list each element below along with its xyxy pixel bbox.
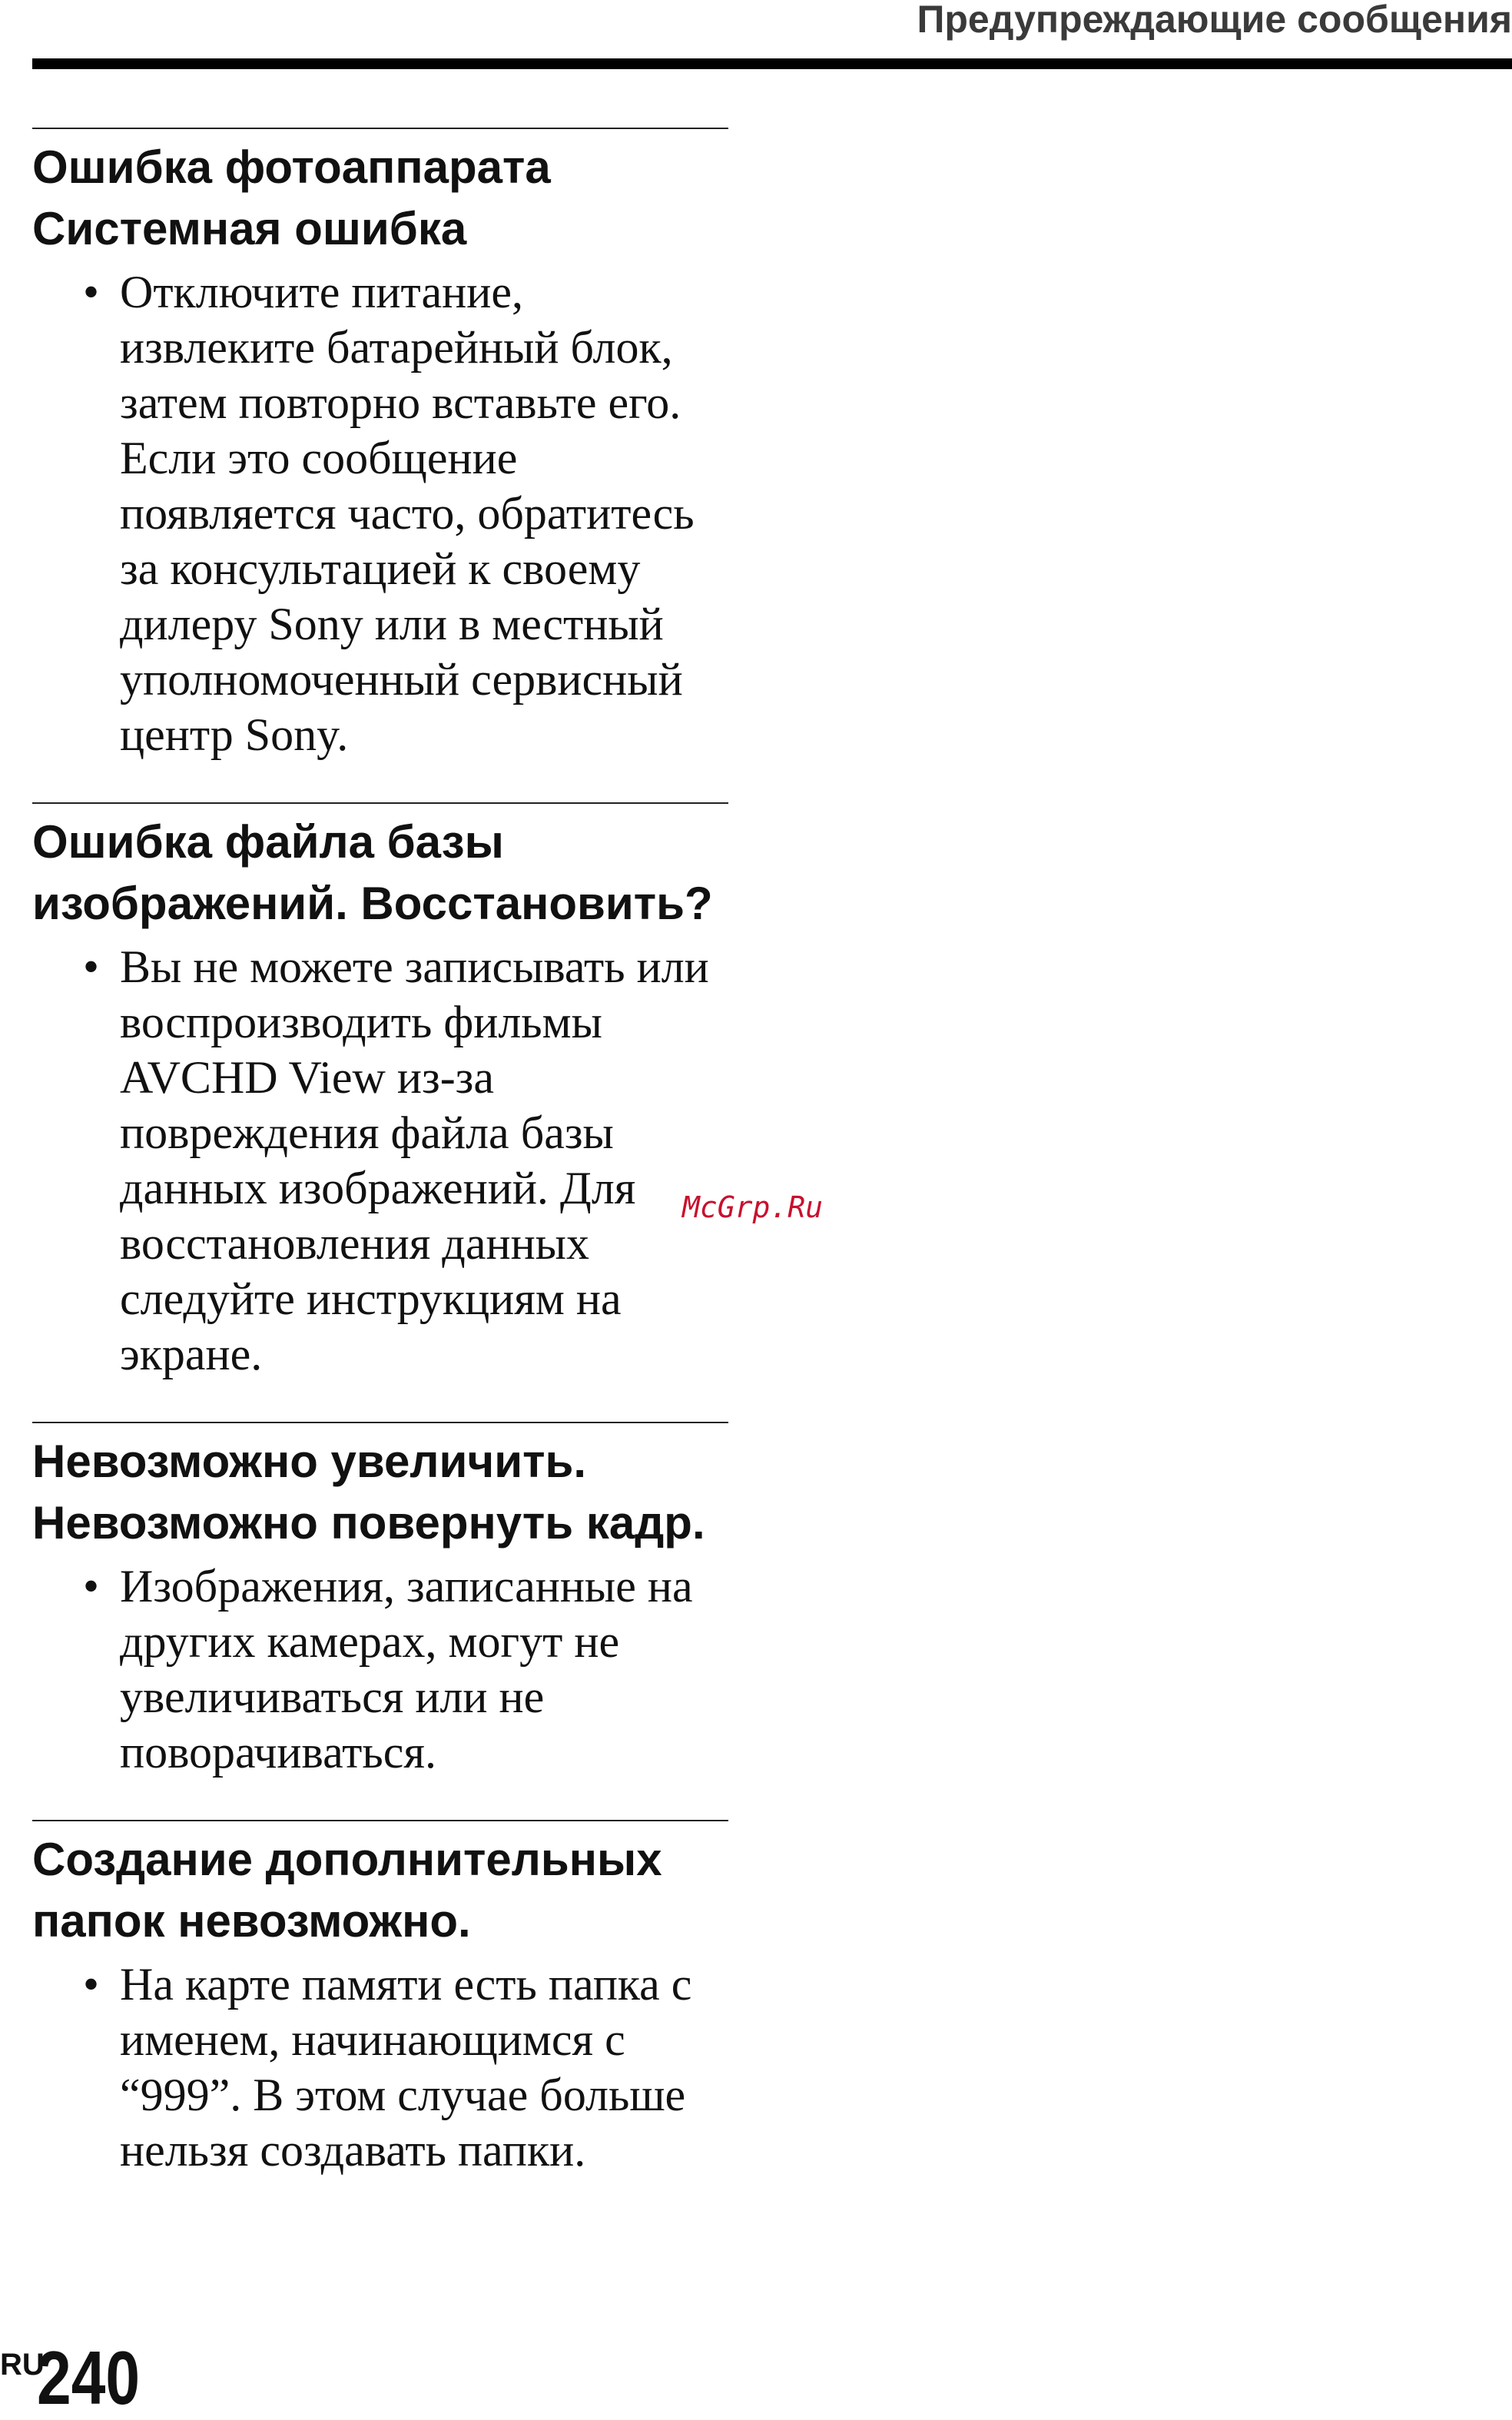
header-rule [32,58,1512,69]
list-item-text: Отключите питание, извлеките батарейный блок, затем повторно вставьте его. Если это сообщение появляется часто, обратитесь за консультацией к своему дилеру Sony или в местный уполномоченный сервисный центр Sony. [120,267,695,760]
bullet-icon: • [83,1959,100,2010]
section-database-error [32,802,728,1382]
section-title: Невозможно увеличить. Невозможно повернуть кадр. [32,1436,705,1549]
page-number-digits: 240 [37,2335,141,2420]
section-title: Создание дополнительных папок невозможно. [32,1834,662,1947]
bullet-icon: • [83,941,100,992]
list-item [32,264,728,762]
section-title: Ошибка фотоаппарата Системная ошибка [32,141,551,254]
bullet-icon: • [83,1561,100,1612]
watermark: McGrp.Ru [682,1190,824,1224]
section-zoom-rotate [32,1422,728,1780]
section-title: Ошибка файла базы изображений. Восстановить? [32,816,713,929]
list-item-text: Изображения, записанные на других камерах, могут не увеличиваться или не поворачиваться. [120,1561,693,1778]
bullet-list [32,1559,728,1780]
content-column [32,128,728,2218]
list-item [32,1559,728,1780]
list-item-text: Вы не можете записывать или воспроизводить фильмы AVCHD View из-за повреждения файла базы данных изображений. Для восстановления данных следуйте инструкциям на экране. [120,941,709,1379]
section-camera-error [32,128,728,762]
bullet-list [32,939,728,1382]
list-item [32,1957,728,2178]
page-language-prefix: RU [0,2348,45,2382]
list-item-text: На карте памяти есть папка с именем, начинающимся с “999”. В этом случае больше нельзя создавать папки. [120,1959,692,2176]
list-item [32,939,728,1382]
section-folder-limit [32,1820,728,2178]
page-header-title: Предупреждающие сообщения [917,0,1512,41]
bullet-icon: • [83,267,100,317]
bullet-list [32,1957,728,2178]
bullet-list [32,264,728,762]
